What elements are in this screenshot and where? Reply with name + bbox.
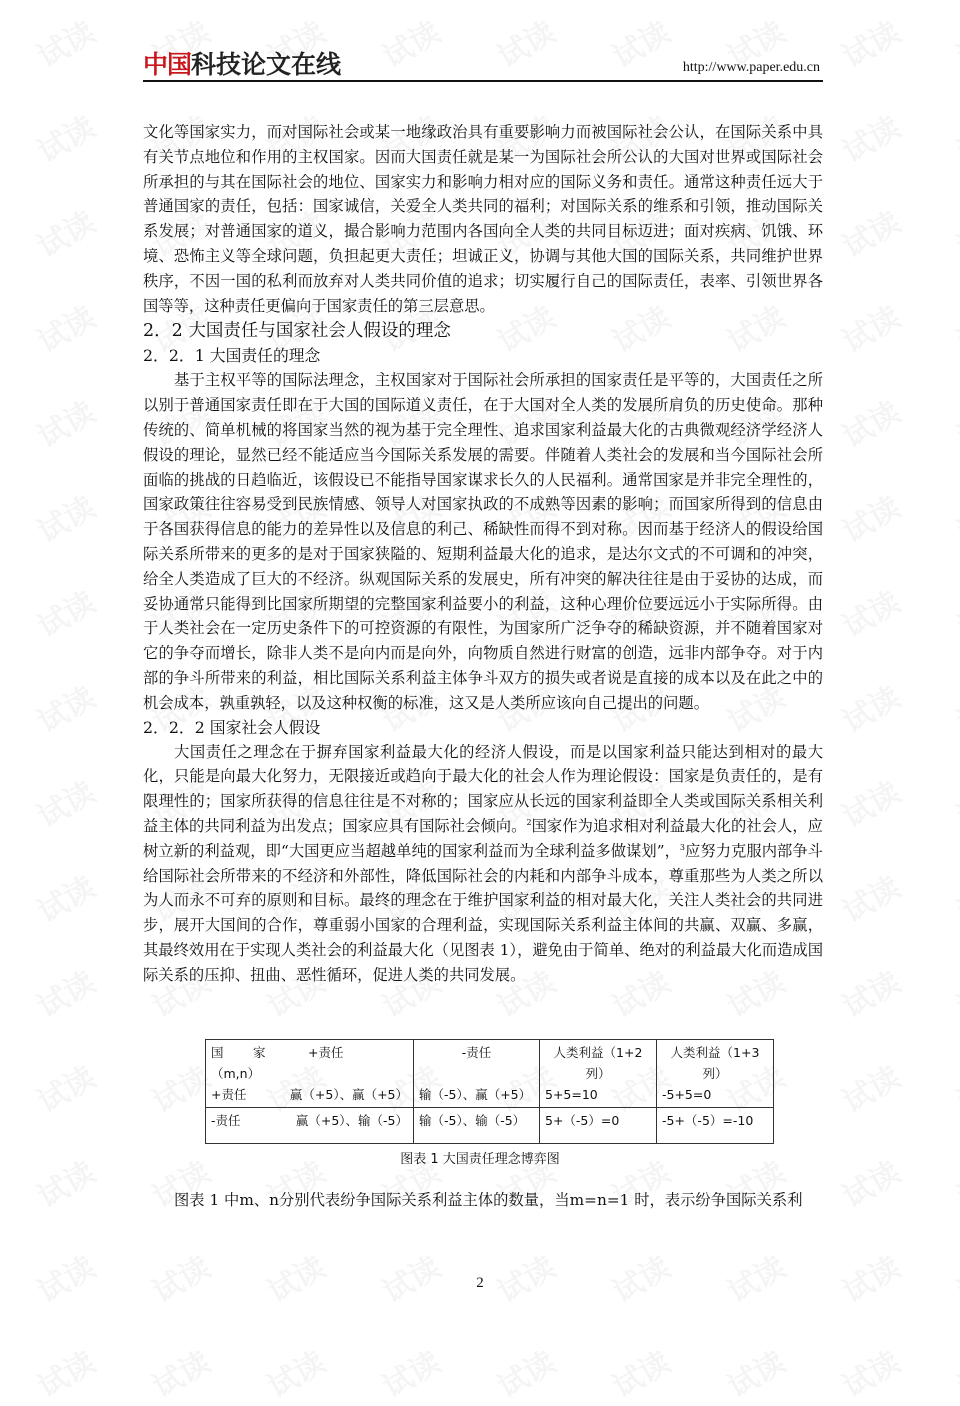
watermark-text (833, 8, 907, 76)
watermark-text (948, 388, 960, 456)
footnote-ref-2[interactable]: 2 (526, 817, 532, 827)
watermark-text (28, 768, 102, 836)
watermark-text (488, 1338, 562, 1406)
column-header-plus: +责任 (308, 1045, 344, 1060)
cell-value: -5+5=0 (662, 1087, 712, 1102)
watermark-text (948, 673, 960, 741)
watermark-text (948, 8, 960, 76)
header-divider (143, 80, 823, 82)
article-body (143, 120, 823, 988)
section-heading-2-2-2: 2．2．2 国家社会人假设 (143, 717, 321, 737)
paragraph-2-2-1: 基于主权平等的国际法理念，主权国家对于国际社会所承担的国家责任是平等的，大国责任之所以别于普通国家责任即在于大国的国际道义责任，在于大国对全人类的发展所肩负的历史使命。那种传统的、简单机械的将国家当然的视为基于完全理性、追求国家利益最大化的古典微观经济学经济人假设的理论，显然已经不能适应当今国际关系发展的需要。伴随着人类社会的发展和当今国际社会所面临的挑战的日趋临近，该假设已不能指导国家谋求长久的人民福利。通常国家是并非完全理性的，国家政策往往容易受到民族情感、领导人对国家执政的不成熟等因素的影响；而国家所得到的信息由于各国获得信息的能力的差异性以及信息的利己、稀缺性而得不到对称。因而基于经济人的假设给国际关系所带来的更多的是对于国家狭隘的、短期利益最大化的追求，是达尔文式的不可调和的冲突，给全人类造成了巨大的不经济。纵观国际关系的发展史，所有冲突的解决往往是由于妥协的达成，而妥协通常只能得到比国家所期望的完整国家利益要小的利益，这种心理价位要远远小于实际所得。由于人类社会在一定历史条件下的可控资源的有限性，为国家所广泛争夺的稀缺资源，并不随着国家对它的争夺而增长，除非人类不是向内而是向外，向物质自然进行财富的创造，远非内部争夺。对于内部的争斗所带来的利益，相比国际关系利益主体争斗双方的损失或者说是直接的成本以及在此之中的机会成本，孰重孰轻，以及这种权衡的标准，这又是人类所应该向自己提出的问题。 (143, 371, 823, 712)
watermark-text (948, 293, 960, 361)
site-logo (143, 48, 341, 78)
cell-value: 赢（+5）、赢（+5） (289, 1087, 408, 1102)
table-cell (657, 1108, 774, 1144)
watermark-text (948, 958, 960, 1026)
watermark-text (833, 103, 907, 171)
watermark-text (28, 578, 102, 646)
watermark-text (833, 768, 907, 836)
watermark-text (948, 578, 960, 646)
watermark-text (833, 293, 907, 361)
watermark-text (833, 1053, 907, 1121)
watermark-text (28, 863, 102, 931)
watermark-text (28, 673, 102, 741)
game-table-figure (205, 1039, 774, 1144)
corner-label-mn: （m,n） (211, 1066, 261, 1081)
table-corner-cell (206, 1040, 414, 1108)
watermark-text (948, 483, 960, 551)
cell-value: 输（-5）、赢（+5） (419, 1087, 532, 1102)
watermark-text (28, 1338, 102, 1406)
watermark-text (28, 103, 102, 171)
cell-value: 输（-5）、输（-5） (419, 1113, 526, 1128)
cell-value: 5+5=10 (545, 1087, 598, 1102)
watermark-text (28, 198, 102, 266)
column-header-h12-cont: 列） (585, 1066, 611, 1081)
watermark-text (833, 1338, 907, 1406)
watermark-text (833, 673, 907, 741)
section-heading-2-2-1: 2．2．1 大国责任的理念 (143, 346, 321, 366)
row-label: +责任 (211, 1087, 247, 1102)
watermark-text (833, 578, 907, 646)
cell-value: 赢（+5）、输（-5） (295, 1113, 408, 1128)
watermark-text (718, 1338, 792, 1406)
logo-red-text: 中国 (143, 50, 192, 79)
table-caption: 图表 1 大国责任理念博弈图 (400, 1152, 560, 1167)
watermark-text (833, 388, 907, 456)
column-header-h13-cont: 列） (702, 1066, 728, 1081)
site-url: http://www.paper.edu.cn (682, 60, 820, 75)
table-row (206, 1108, 774, 1144)
watermark-text (143, 1338, 217, 1406)
corner-label-b: 家 (253, 1045, 266, 1060)
table-row (206, 1040, 774, 1108)
page-number: 2 (476, 1275, 484, 1291)
row-label: -责任 (211, 1113, 241, 1128)
table-cell (414, 1108, 540, 1144)
watermark-text (603, 1338, 677, 1406)
cell-value: -5+（-5）=-10 (662, 1113, 754, 1128)
watermark-text (28, 293, 102, 361)
paragraph-2-2-2-part-b: 国家作为追求相对利益最大化的社会人，应树立新的利益观，即“大国更应当超越单纯的国家利益而为全球利益多做谋划”， (143, 816, 823, 860)
watermark-text (948, 198, 960, 266)
post-table-paragraph: 图表 1 中m、n分别代表纷争国际关系利益主体的数量，当m=n=1 时，表示纷争国际关系利 (174, 1191, 803, 1209)
watermark-text (833, 483, 907, 551)
column-header-h13: 人类利益（1+3 (670, 1045, 760, 1060)
watermark-text (373, 1338, 447, 1406)
section-heading-2-2: 2．2 大国责任与国家社会人假设的理念 (143, 321, 451, 342)
watermark-text (258, 1338, 332, 1406)
watermark-text (28, 1053, 102, 1121)
watermark-text (28, 483, 102, 551)
watermark-text (948, 768, 960, 836)
watermark-text (833, 958, 907, 1026)
watermark-text (833, 863, 907, 931)
paragraph-2-2-2-part-c: 应努力克服内部争斗给国际社会所带来的不经济和外部性，降低国际社会的内耗和内部争斗成本，尊重那些为人类之所以为人而永不可弃的原则和目标。最终的理念在于维护国家利益的相对最大化，关注人类社会的共同进步，展开大国间的合作，尊重弱小国家的合理利益，实现国际关系利益主体间的共赢、双赢、多赢，其最终效用在于实现人类社会的利益最大化（见图表 1），避免由于简单、绝对的利益最大化而造成国际关系的压抑、扭曲、恶性循环，促进人类的共同发展。 (143, 841, 824, 984)
table-cell (540, 1108, 657, 1144)
watermark-text (28, 8, 102, 76)
footnote-ref-3[interactable]: 3 (679, 842, 686, 852)
intro-paragraph: 文化等国家实力，而对国际社会或某一地缘政治具有重要影响力而被国际社会公认，在国际关系中具有关节点地位和作用的主权国家。因而大国责任就是某一为国际社会所公认的大国对世界或国际社会所承担的与其在国际社会的地位、国家实力和影响力相对应的国际义务和责任。通常这种责任远大于普通国家的责任，包括：国家诚信，关爱全人类共同的福利；对国际关系的维系和引领，推动国际关系发展；对普通国家的道义，撮合影响力范围内各国向全人类的共同目标迈进；面对疾病、饥饿、环境、恐怖主义等全球问题，负担起更大责任；坦诚正义，协调与其他大国的国际关系，共同维护世界秩序，不因一国的私利而放弃对人类共同价值的追求；切实履行自己的国际责任，表率、引领世界各国等等，这种责任更偏向于国家责任的第三层意思。 (143, 123, 823, 315)
corner-label-a: 国 (211, 1045, 224, 1060)
cell-value: 5+（-5）=0 (545, 1113, 620, 1128)
column-h13-cell (657, 1040, 774, 1108)
watermark-text (28, 388, 102, 456)
table-cell (206, 1108, 414, 1144)
watermark-text (28, 958, 102, 1026)
paragraph-2-2-2-part-a: 大国责任之理念在于摒弃国家利益最大化的经济人假设，而是以国家利益只能达到相对的最大化，只能是向最大化努力，无限接近或趋向于最大化的社会人作为理论假设：国家是负责任的，是有限理性的；国家所获得的信息往往是不对称的；国家应从长远的国家利益即全人类或国际关系相关利益主体的共同利益为出发点；国家应具有国际社会倾向。 (143, 742, 823, 835)
column-header-h12: 人类利益（1+2 (553, 1045, 643, 1060)
watermark-text (948, 1053, 960, 1121)
page-header (143, 46, 823, 82)
game-matrix-table (205, 1039, 774, 1144)
column-header-minus: -责任 (461, 1045, 492, 1060)
watermark-text (948, 103, 960, 171)
logo-black-text: 科技论文在线 (191, 50, 342, 79)
watermark-text (833, 198, 907, 266)
column-h12-cell (540, 1040, 657, 1108)
column-minus-cell (414, 1040, 540, 1108)
watermark-text (948, 1338, 960, 1406)
watermark-text (948, 863, 960, 931)
paragraph-2-2-2 (143, 740, 823, 988)
